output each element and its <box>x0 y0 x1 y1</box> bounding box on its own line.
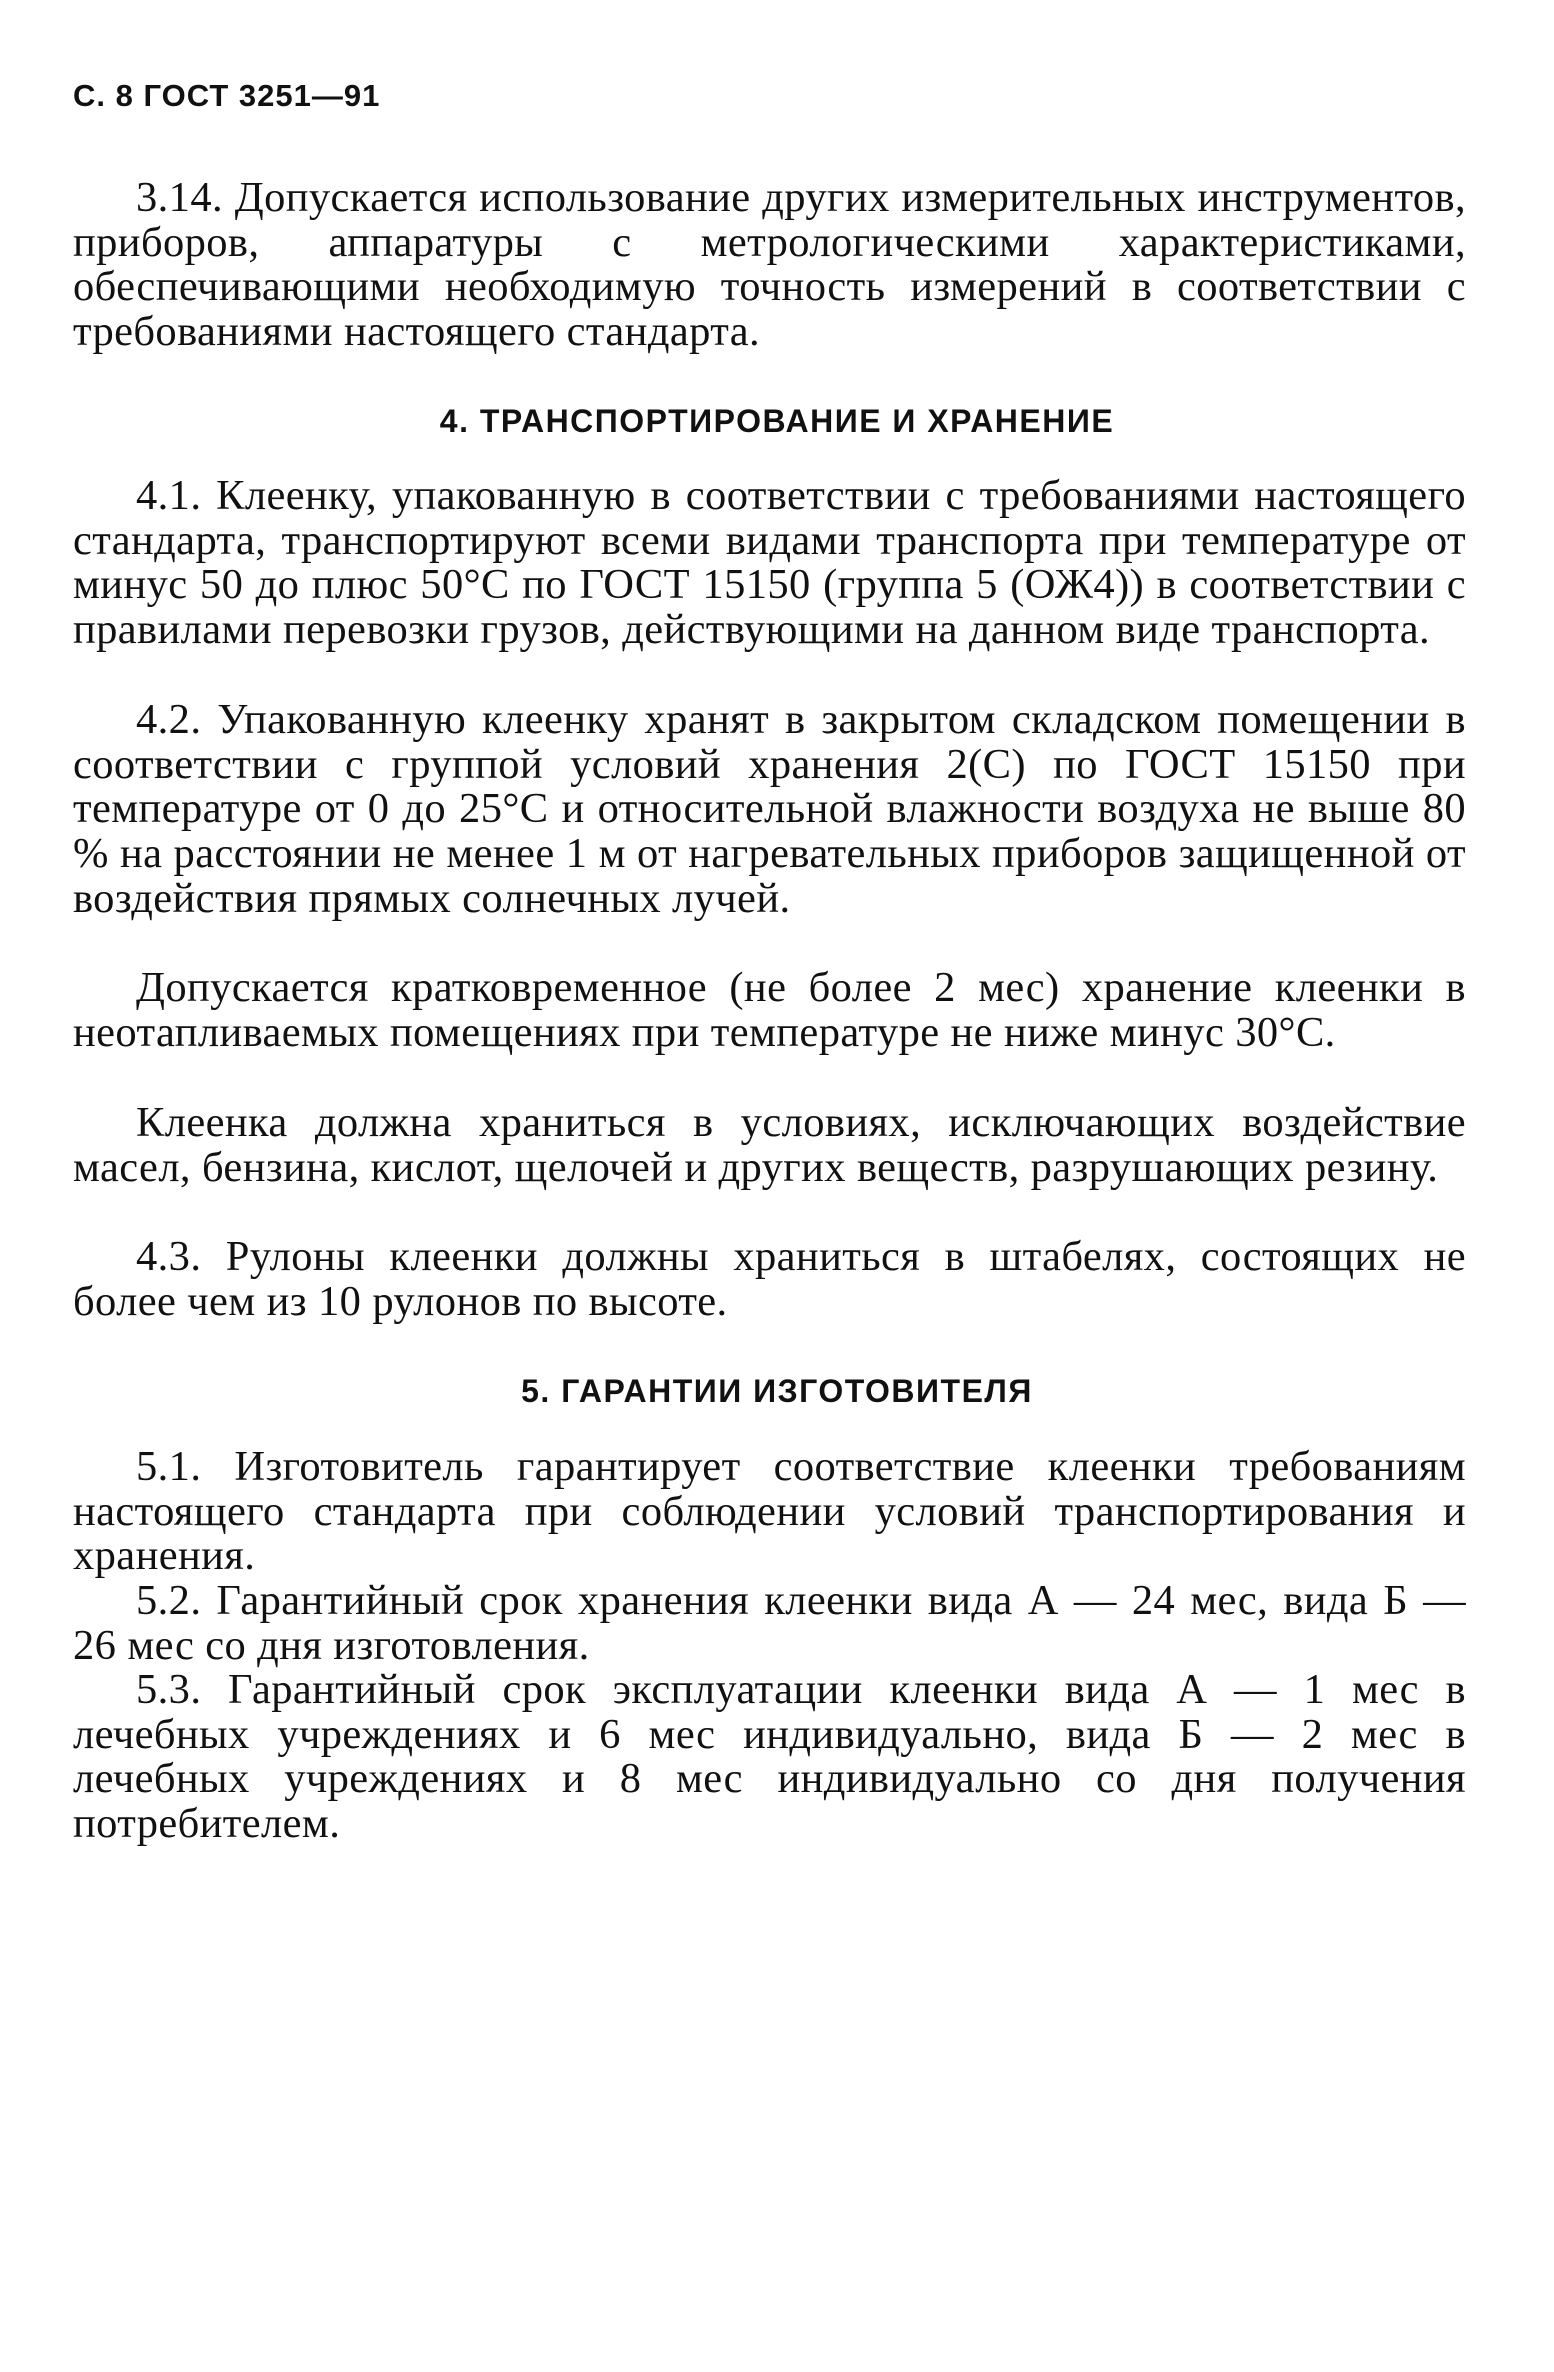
paragraph-4-2-note-2: Клеенка должна храниться в условиях, исключающих воздействие масел, бензина, кислот, щелочей и других веществ, разрушающих резину. <box>73 1099 1466 1191</box>
paragraph-4-1: 4.1. Клеенку, упакованную в соответствии с требованиями настоящего стандарта, транспортируют всеми видами транспорта при температуре от минус 50 до плюс 50°С по ГОСТ 15150 (группа 5 (ОЖ4)) в соответствии с правилами перевозки грузов, действующими на данном виде транспорта. <box>73 472 1466 654</box>
paragraph-5-3: 5.3. Гарантийный срок эксплуатации клеенки вида А — 1 мес в лечебных учреждениях и 6 мес индивидуально, вида Б — 2 мес в лечебных учреждениях и 8 мес индивидуально со дня получения потребителем. <box>73 1666 1466 1848</box>
section-4-title: 4. ТРАНСПОРТИРОВАНИЕ И ХРАНЕНИЕ <box>439 403 1115 439</box>
paragraph-4-2-note-1: Допускается кратковременное (не более 2 мес) хранение клеенки в неотапливаемых помещениях при температуре не ниже минус 30°С. <box>73 964 1466 1056</box>
page-header: С. 8 ГОСТ 3251—91 <box>73 78 381 113</box>
paragraph-4-2: 4.2. Упакованную клеенку хранят в закрытом складском помещении в соответствии с группой условий хранения 2(С) по ГОСТ 15150 при температуре от 0 до 25°С и относительной влажности воздуха не выше 80 % на расстоянии не менее 1 м от нагревательных приборов защищенной от воздействия прямых солнечных лучей. <box>73 696 1466 922</box>
paragraph-5-1: 5.1. Изготовитель гарантирует соответствие клеенки требованиям настоящего стандарта при соблюдении условий транспортирования и хранения. <box>73 1443 1466 1580</box>
paragraph-5-2: 5.2. Гарантийный срок хранения клеенки вида А — 24 мес, вида Б — 26 мес со дня изготовления. <box>73 1577 1466 1669</box>
paragraph-3-14: 3.14. Допускается использование других измерительных инструментов, приборов, аппаратуры с метрологическими характеристиками, обеспечивающими необходимую точность измерений в соответствии с требованиями настоящего стандарта. <box>73 174 1466 356</box>
section-5-title: 5. ГАРАНТИИ ИЗГОТОВИТЕЛЯ <box>521 1373 1033 1409</box>
paragraph-4-3: 4.3. Рулоны клеенки должны храниться в штабелях, состоящих не более чем из 10 рулонов по высоте. <box>73 1233 1466 1325</box>
